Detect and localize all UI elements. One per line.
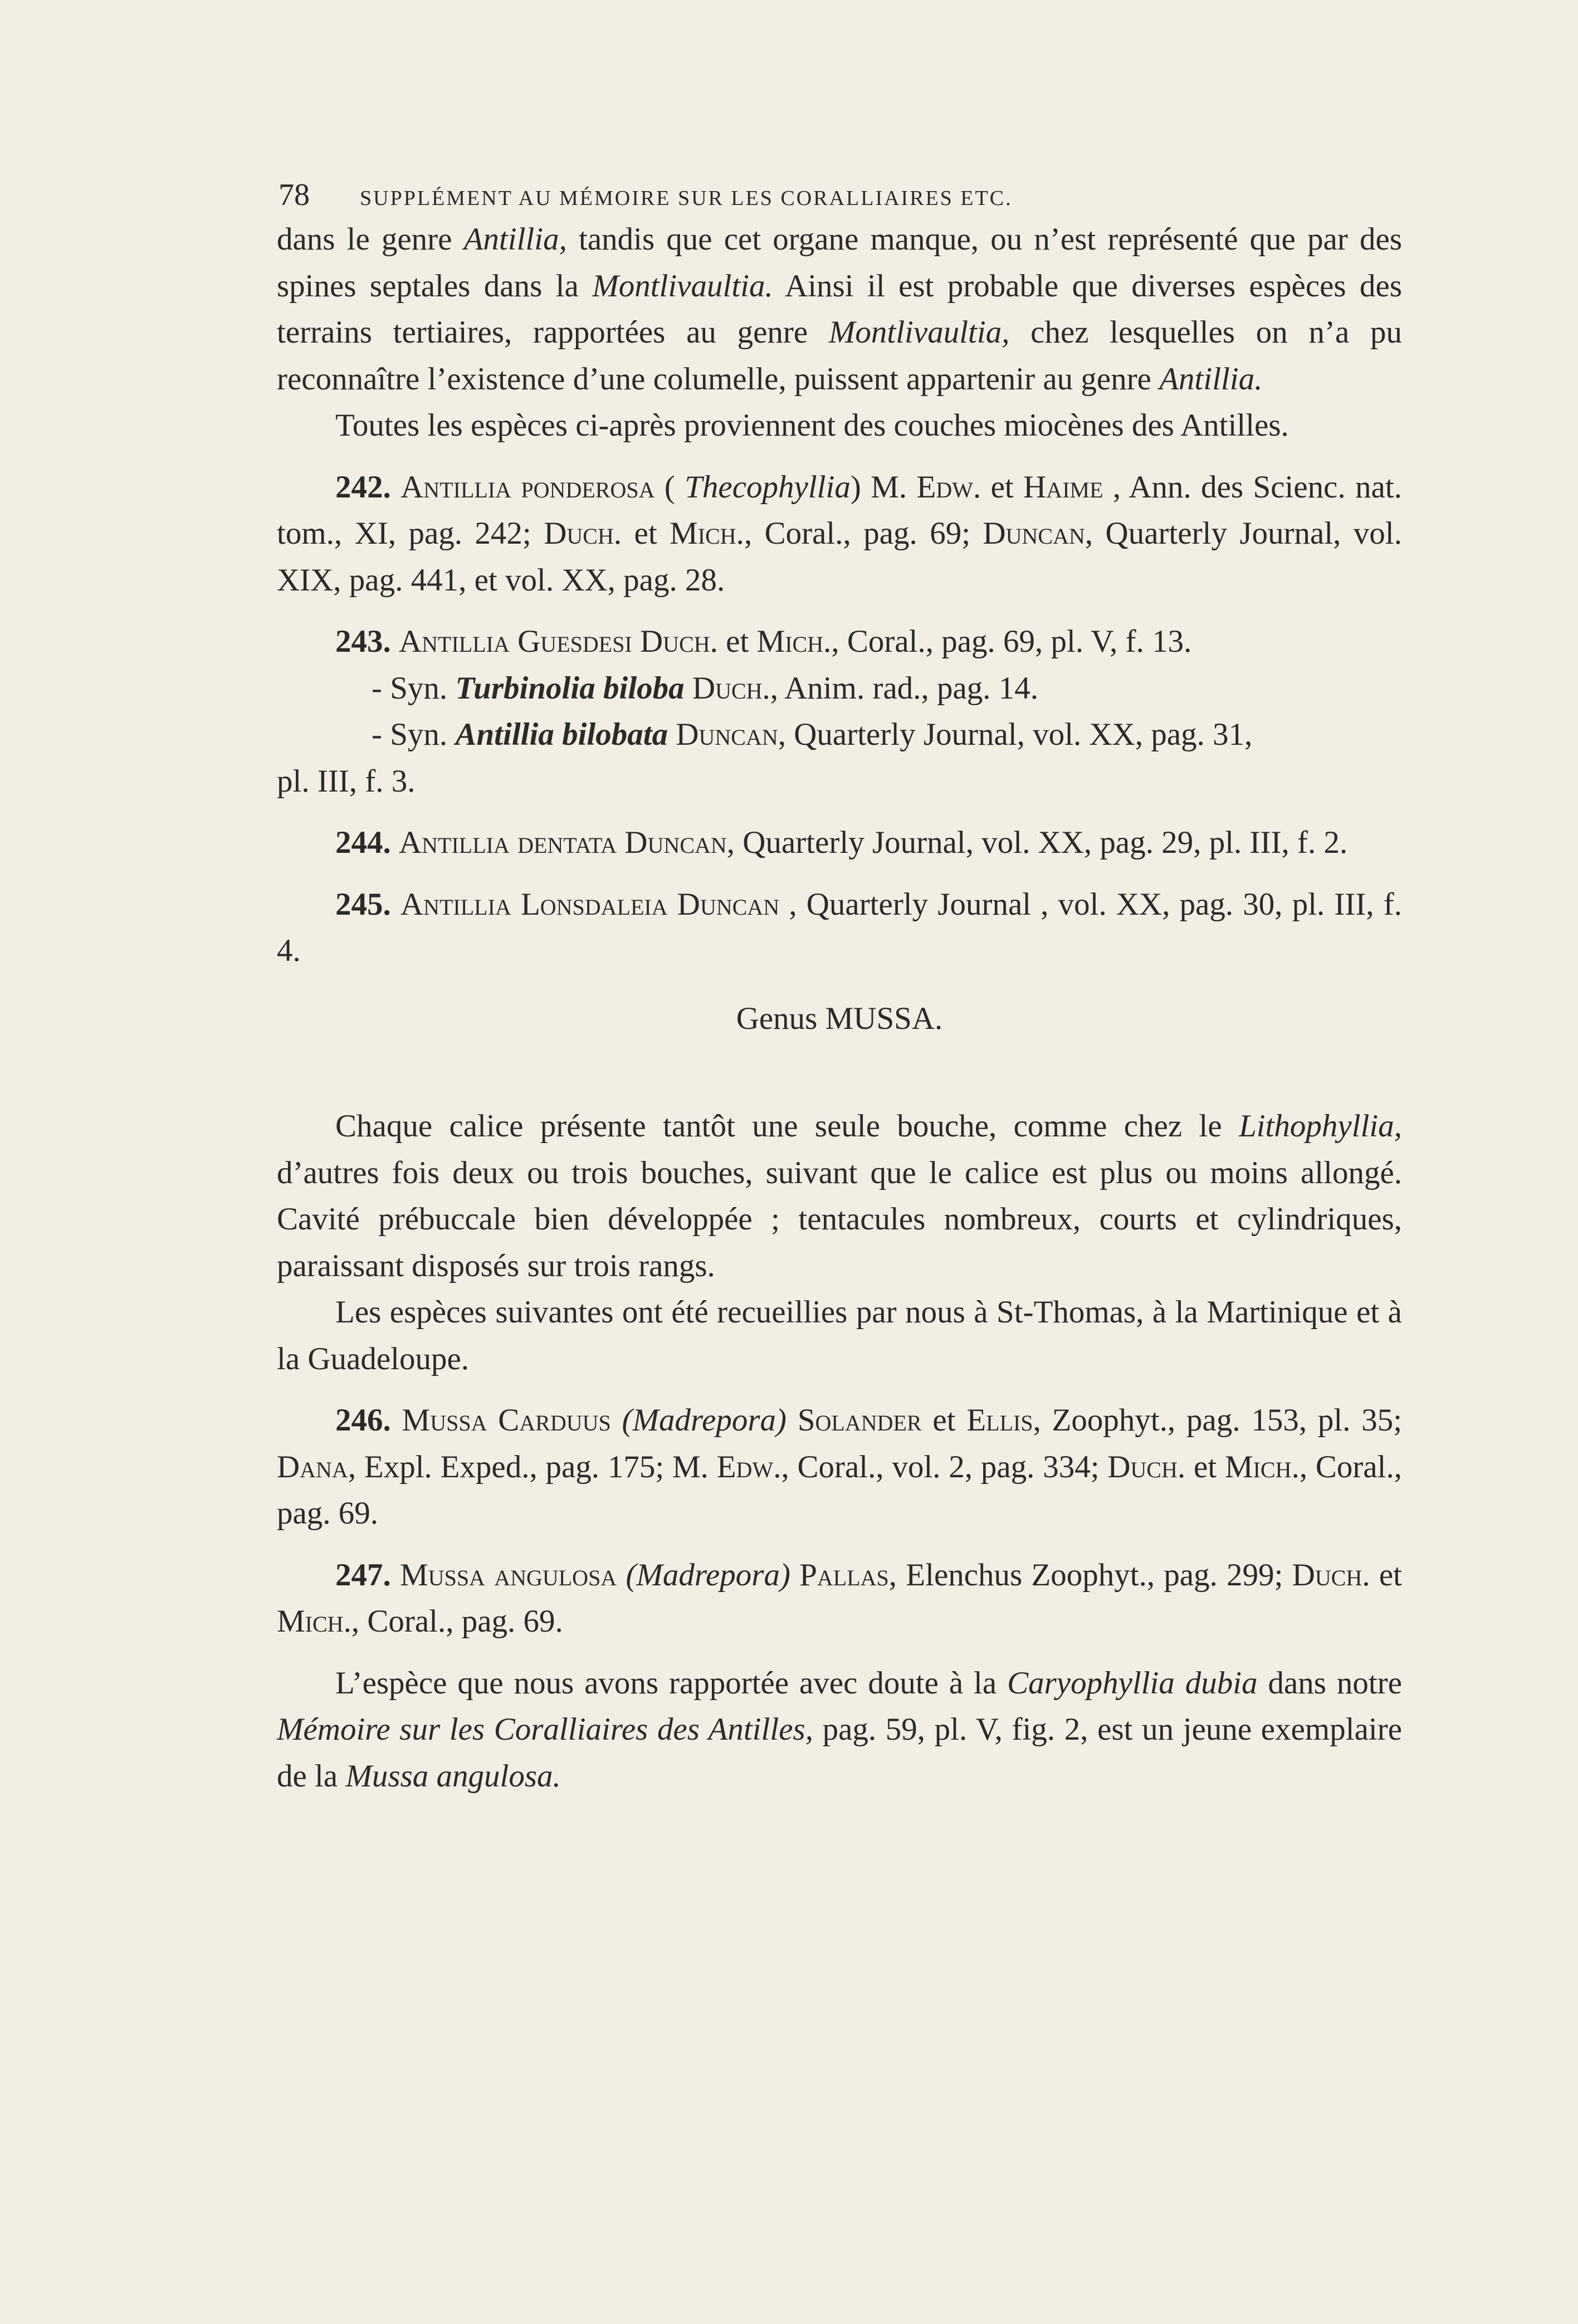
author: Duch. <box>1292 1557 1370 1593</box>
author: Duncan, <box>676 717 786 752</box>
text: pag. 59, pl. V, fig. 2, est un jeune exemplaire de la <box>277 1712 1402 1794</box>
author: Dana, <box>277 1449 356 1485</box>
species-name: ponderosa <box>521 469 655 505</box>
text: dans notre <box>1257 1665 1402 1701</box>
text: d’autres fois deux ou trois bouches, suivant que le calice est plus ou moins allongé. Cavité prébuccale bien développée ; tentacules nombreux, courts et cylindriques, paraissant disposés sur trois rangs. <box>277 1155 1402 1283</box>
author: Mich. <box>670 516 744 551</box>
species-name: Mussa angulosa. <box>345 1758 561 1794</box>
reference: , Ann. des Scienc. nat. tom., XI, pag. 242; <box>277 469 1403 551</box>
author: Duch. <box>640 624 718 659</box>
text: Ainsi il est probable que diverses espèces des terrains tertiaires, rapportées au genre <box>277 268 1402 350</box>
species-entry-245 <box>277 881 1402 974</box>
running-title: SUPPLÉMENT AU MÉMOIRE SUR LES CORALLIAIRES ETC. <box>360 187 1013 210</box>
genus-name: Antillia. <box>1159 361 1263 397</box>
synonym-genus: Thecophyllia <box>685 469 851 505</box>
synonym-line-continued: pl. III, f. 3. <box>277 763 416 799</box>
genus-name: Montlivaultia. <box>592 268 773 304</box>
synonym-line <box>277 665 1402 712</box>
reference: Zoophyt., pag. 153, pl. 35; <box>1040 1403 1403 1438</box>
page-body <box>277 216 1402 1799</box>
entry-number: 246. <box>335 1403 391 1438</box>
species-entry-243 <box>277 618 1402 804</box>
text: ) M. <box>850 469 917 505</box>
genus-name: Antillia, <box>463 222 567 257</box>
text: L’espèce que nous avons rapportée avec doute à la <box>335 1665 1008 1701</box>
text: ( <box>654 469 685 505</box>
page-number: 78 <box>279 178 310 212</box>
species-name: dentata <box>517 825 617 860</box>
entry-number: 243. <box>335 624 391 659</box>
species-entry-247 <box>277 1552 1402 1645</box>
genus-name: Antillia <box>399 624 510 659</box>
author: Edw. <box>916 469 981 505</box>
text: et <box>1185 1449 1225 1485</box>
entry-number: 247. <box>335 1557 391 1593</box>
genus-name: Montlivaultia, <box>828 315 1010 350</box>
reference: Quarterly Journal, vol. XX, pag. 31, <box>786 717 1253 752</box>
text: chez lesquelles on n’a pu reconnaître l’existence d’une columelle, puissent appartenir au genre <box>277 315 1402 397</box>
entry-line <box>277 618 1402 665</box>
species-name: Caryophyllia dubia <box>1007 1665 1258 1701</box>
reference: Quarterly Journal, vol. XIX, pag. 441, et vol. XX, pag. 28. <box>277 516 1402 598</box>
author: Mich., <box>1225 1449 1308 1485</box>
reference: , Coral., pag. 69, pl. V, f. 13. <box>831 624 1192 659</box>
species-name: angulosa <box>494 1557 617 1593</box>
text: et <box>717 624 757 659</box>
author: Duncan <box>677 886 780 922</box>
author: Edw., <box>716 1449 789 1485</box>
genus-name: Antillia <box>399 825 510 860</box>
author: Ellis, <box>966 1403 1041 1438</box>
text: tandis que cet organe manque, ou n’est représenté que par des spines septales dans la <box>277 222 1402 304</box>
species-name: Guesdesi <box>517 624 632 659</box>
text: et <box>1370 1557 1403 1593</box>
entry-number: 242. <box>335 469 391 505</box>
author: Mich., <box>277 1604 360 1639</box>
reference: , Coral., pag. 69; <box>744 516 983 551</box>
genus-name: Mussa <box>402 1403 487 1438</box>
paragraph-origin: Toutes les espèces ci-après proviennent des couches miocènes des Antilles. <box>335 408 1289 443</box>
reference: Quarterly Journal, vol. XX, pag. 29, pl. III, f. 2. <box>735 825 1348 860</box>
genus-name: Mussa <box>400 1557 485 1593</box>
author: Solander <box>797 1403 922 1438</box>
reference: , Anim. rad., pag. 14. <box>770 670 1039 706</box>
author: Duncan, <box>624 825 735 860</box>
synonym-genus: (Madrepora) <box>622 1403 787 1438</box>
species-name: Carduus <box>498 1403 611 1438</box>
text: et <box>622 516 670 551</box>
synonym-label: - Syn. <box>372 717 456 752</box>
reference: Expl. Exped., pag. 175; M. <box>356 1449 717 1485</box>
author: Duncan, <box>983 516 1093 551</box>
entry-number: 244. <box>335 825 391 860</box>
author: Duch. <box>544 516 622 551</box>
paragraph-collection: Les espèces suivantes ont été recueillies par nous à St-Thomas, à la Martinique et à la Guadeloupe. <box>277 1295 1402 1376</box>
reference: Elenchus Zoophyt., pag. 299; <box>897 1557 1292 1593</box>
reference: , Quarterly Journal , vol. XX, pag. 30, pl. III, f. 4. <box>277 886 1403 968</box>
genus-name: Antillia <box>400 469 512 505</box>
reference: Coral., pag. 69. <box>277 1449 1403 1531</box>
reference: Coral., pag. 69. <box>359 1604 563 1639</box>
text: Chaque calice présente tantôt une seule bouche, comme chez le <box>335 1109 1239 1144</box>
author: Duch. <box>1107 1449 1186 1485</box>
genus-name: Lithophyllia, <box>1239 1109 1402 1144</box>
synonym-genus: (Madrepora) <box>626 1557 790 1593</box>
author: Pallas, <box>799 1557 897 1593</box>
text: et <box>981 469 1024 505</box>
synonym-name: Antillia bilobata <box>455 717 668 752</box>
running-header <box>279 177 1225 213</box>
paragraph-note <box>277 1660 1402 1800</box>
genus-heading: Genus MUSSA. <box>736 1000 943 1036</box>
entry-number: 245. <box>335 886 391 922</box>
author: Haime <box>1023 469 1103 505</box>
species-entry-246 <box>277 1397 1402 1537</box>
cited-work: Mémoire sur les Coralliaires des Antilles, <box>277 1712 813 1747</box>
paragraph-description <box>277 1103 1402 1289</box>
synonym-name: Turbinolia biloba <box>455 670 685 706</box>
species-name: Lonsdaleia <box>520 886 668 922</box>
author: Duch. <box>692 670 770 706</box>
synonym-label: - Syn. <box>372 670 456 706</box>
paragraph-intro <box>277 216 1402 402</box>
reference: Coral., vol. 2, pag. 334; <box>789 1449 1108 1485</box>
author: Mich. <box>756 624 832 659</box>
text: dans le genre <box>277 222 464 257</box>
species-entry-244 <box>277 819 1402 866</box>
synonym-line <box>277 711 1402 758</box>
species-entry-242 <box>277 464 1402 604</box>
genus-name: Antillia <box>400 886 511 922</box>
text: et <box>921 1403 967 1438</box>
